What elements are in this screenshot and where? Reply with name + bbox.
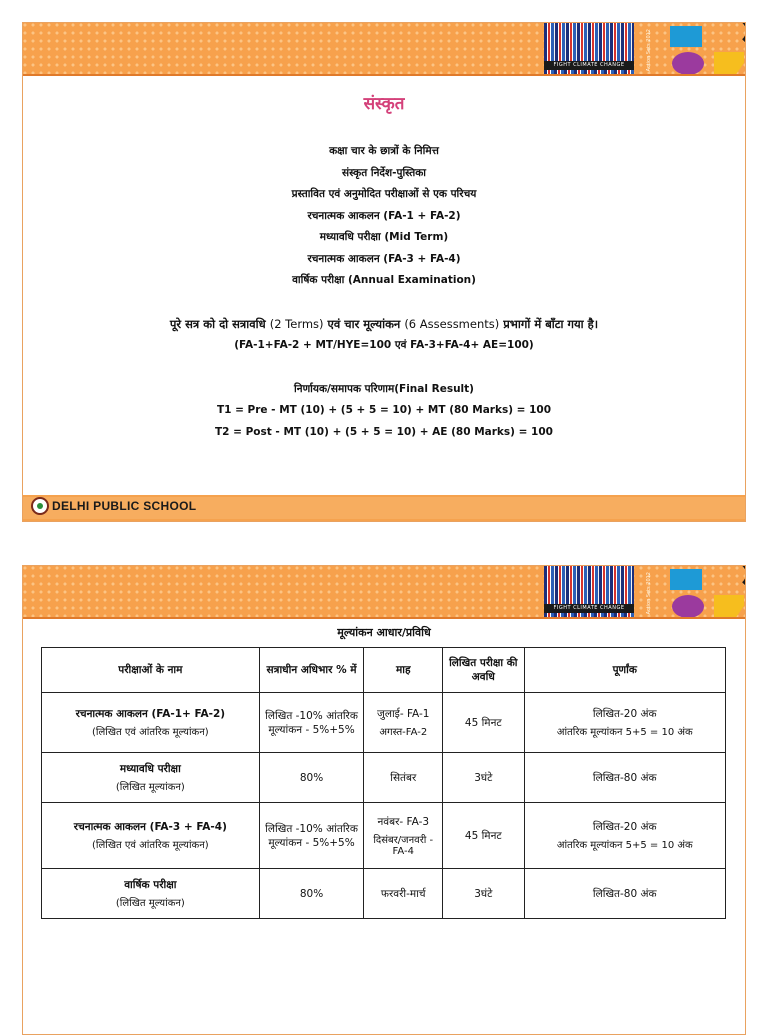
marks-cell	[524, 803, 726, 869]
page-title: संस्कृत	[363, 94, 405, 114]
division-text: प्रभागों में बाँटा गया है।	[503, 316, 599, 331]
school-name: DELHI PUBLIC SCHOOL	[52, 499, 197, 513]
month-cell: सितंबर	[364, 753, 443, 803]
exam-subtitle: (लिखित मूल्यांकन)	[115, 898, 185, 909]
exam-name-cell	[42, 693, 260, 753]
division-text: पूरे सत्र को दो सत्रावधि	[169, 316, 266, 331]
weight-cell: 80%	[259, 753, 364, 803]
spacer	[23, 292, 745, 314]
stripes-graphic	[544, 23, 634, 61]
exam-subtitle: (लिखित एवं आंतरिक मूल्यांकन)	[91, 727, 209, 738]
marks-a: लिखित-20 अंक	[592, 708, 657, 720]
table-row	[42, 753, 726, 803]
intro-line: वार्षिक परीक्षा (Annual Examination)	[292, 274, 476, 286]
top-banner	[23, 566, 745, 619]
school-logo	[31, 497, 196, 515]
header-duration: लिखित परीक्षा की अवधि	[443, 648, 524, 693]
division-terms: (2 Terms)	[269, 316, 324, 331]
month-a: नवंबर- FA-3	[377, 815, 430, 828]
top-banner	[23, 23, 745, 76]
slide-1	[22, 22, 746, 522]
black-arc-shape	[712, 565, 746, 592]
intro-line: प्रस्तावित एवं अनुमोदित परीक्षाओं से एक परिचय	[291, 188, 477, 200]
spacer	[23, 357, 745, 379]
intro-line: रचनात्मक आकलन (FA-1 + FA-2)	[307, 209, 461, 222]
intro-line: रचनात्मक आकलन (FA-3 + FA-4)	[307, 252, 461, 265]
month-cell: फरवरी-मार्च	[364, 869, 443, 919]
header-weightage: सत्राधीन अधिभार % में	[259, 648, 364, 693]
formula-line: (FA-1+FA-2 + MT/HYE=100 एवं FA-3+FA-4+ AE=100)	[234, 339, 534, 351]
intro-line: संस्कृत निर्देश-पुस्तिका	[341, 166, 427, 179]
table-title: मूल्यांकन आधार/प्रविधि	[337, 626, 431, 639]
marks-cell: लिखित-80 अंक	[524, 753, 726, 803]
school-emblem-icon	[31, 497, 49, 515]
duration-cell: 45 मिनट	[443, 693, 524, 753]
marks-cell: लिखित-80 अंक	[524, 869, 726, 919]
table-row	[42, 803, 726, 869]
division-text: एवं चार मूल्यांकन	[327, 316, 401, 331]
division-assessments: (6 Assessments)	[404, 316, 500, 331]
slide-2	[22, 565, 746, 1035]
climate-artwork	[544, 566, 746, 619]
yellow-shape	[714, 595, 744, 619]
marks-cell	[524, 693, 726, 753]
marks-b: आंतरिक मूल्यांकन 5+5 = 10 अंक	[556, 727, 693, 738]
month-a: जुलाई- FA-1	[377, 708, 430, 720]
stripes-graphic	[544, 566, 634, 604]
black-arc-shape	[712, 22, 746, 49]
climate-caption: FIGHT CLIMATE CHANGE	[544, 61, 634, 70]
t1-formula: T1 = Pre - MT (10) + (5 + 5 = 10) + MT (80 Marks) = 100	[216, 404, 552, 416]
exam-name-cell	[42, 753, 260, 803]
table-row	[42, 693, 726, 753]
exam-subtitle: (लिखित मूल्यांकन)	[115, 782, 185, 793]
duration-cell: 45 मिनट	[443, 803, 524, 869]
header-marks: पूर्णांक	[524, 648, 726, 693]
month-cell	[364, 693, 443, 753]
marks-b: आंतरिक मूल्यांकन 5+5 = 10 अंक	[556, 840, 693, 851]
table-row	[42, 869, 726, 919]
exam-name-cell	[42, 803, 260, 869]
header-month: माह	[364, 648, 443, 693]
intro-line: कक्षा चार के छात्रों के निमित्त	[329, 145, 439, 157]
table-header-row	[42, 648, 726, 693]
weight-cell: लिखित -10% आंतरिक मूल्यांकन - 5%+5%	[259, 803, 364, 869]
banner-rule	[23, 74, 745, 76]
weight-cell: 80%	[259, 869, 364, 919]
intro-lines	[23, 141, 745, 443]
exam-name: वार्षिक परीक्षा	[124, 879, 177, 891]
blue-square-shape	[670, 569, 702, 590]
month-b: अगस्त-FA-2	[379, 727, 428, 738]
month-b: दिसंबर/जनवरी -FA-4	[373, 834, 434, 857]
header-exam-name: परीक्षाओं के नाम	[42, 648, 260, 693]
climate-artwork	[544, 23, 746, 76]
month-cell	[364, 803, 443, 869]
yellow-shape	[714, 52, 744, 76]
exam-name-cell	[42, 869, 260, 919]
banner-rule	[23, 617, 745, 619]
weight-cell: लिखित -10% आंतरिक मूल्यांकन - 5%+5%	[259, 693, 364, 753]
vertical-caption: Action Sets 2012	[646, 572, 652, 615]
exam-name: रचनात्मक आकलन (FA-3 + FA-4)	[73, 821, 227, 833]
assessment-table	[41, 647, 726, 919]
climate-caption: FIGHT CLIMATE CHANGE	[544, 604, 634, 613]
duration-cell: 3घंटे	[443, 869, 524, 919]
blue-square-shape	[670, 26, 702, 47]
intro-line: मध्यावधि परीक्षा (Mid Term)	[319, 231, 449, 243]
t2-formula: T2 = Post - MT (10) + (5 + 5 = 10) + AE (80 Marks) = 100	[215, 425, 553, 438]
purple-circle-shape	[672, 52, 704, 75]
term-division-line	[23, 314, 745, 336]
marks-a: लिखित-20 अंक	[592, 821, 657, 833]
exam-name: रचनात्मक आकलन (FA-1+ FA-2)	[75, 708, 226, 720]
vertical-caption: Action Sets 2012	[646, 29, 652, 72]
purple-circle-shape	[672, 595, 704, 618]
duration-cell: 3घंटे	[443, 753, 524, 803]
footer-bar	[23, 495, 745, 521]
exam-subtitle: (लिखित एवं आंतरिक मूल्यांकन)	[91, 840, 209, 851]
result-heading: निर्णायक/समापक परिणाम(Final Result)	[294, 382, 474, 395]
exam-name: मध्यावधि परीक्षा	[119, 763, 181, 775]
